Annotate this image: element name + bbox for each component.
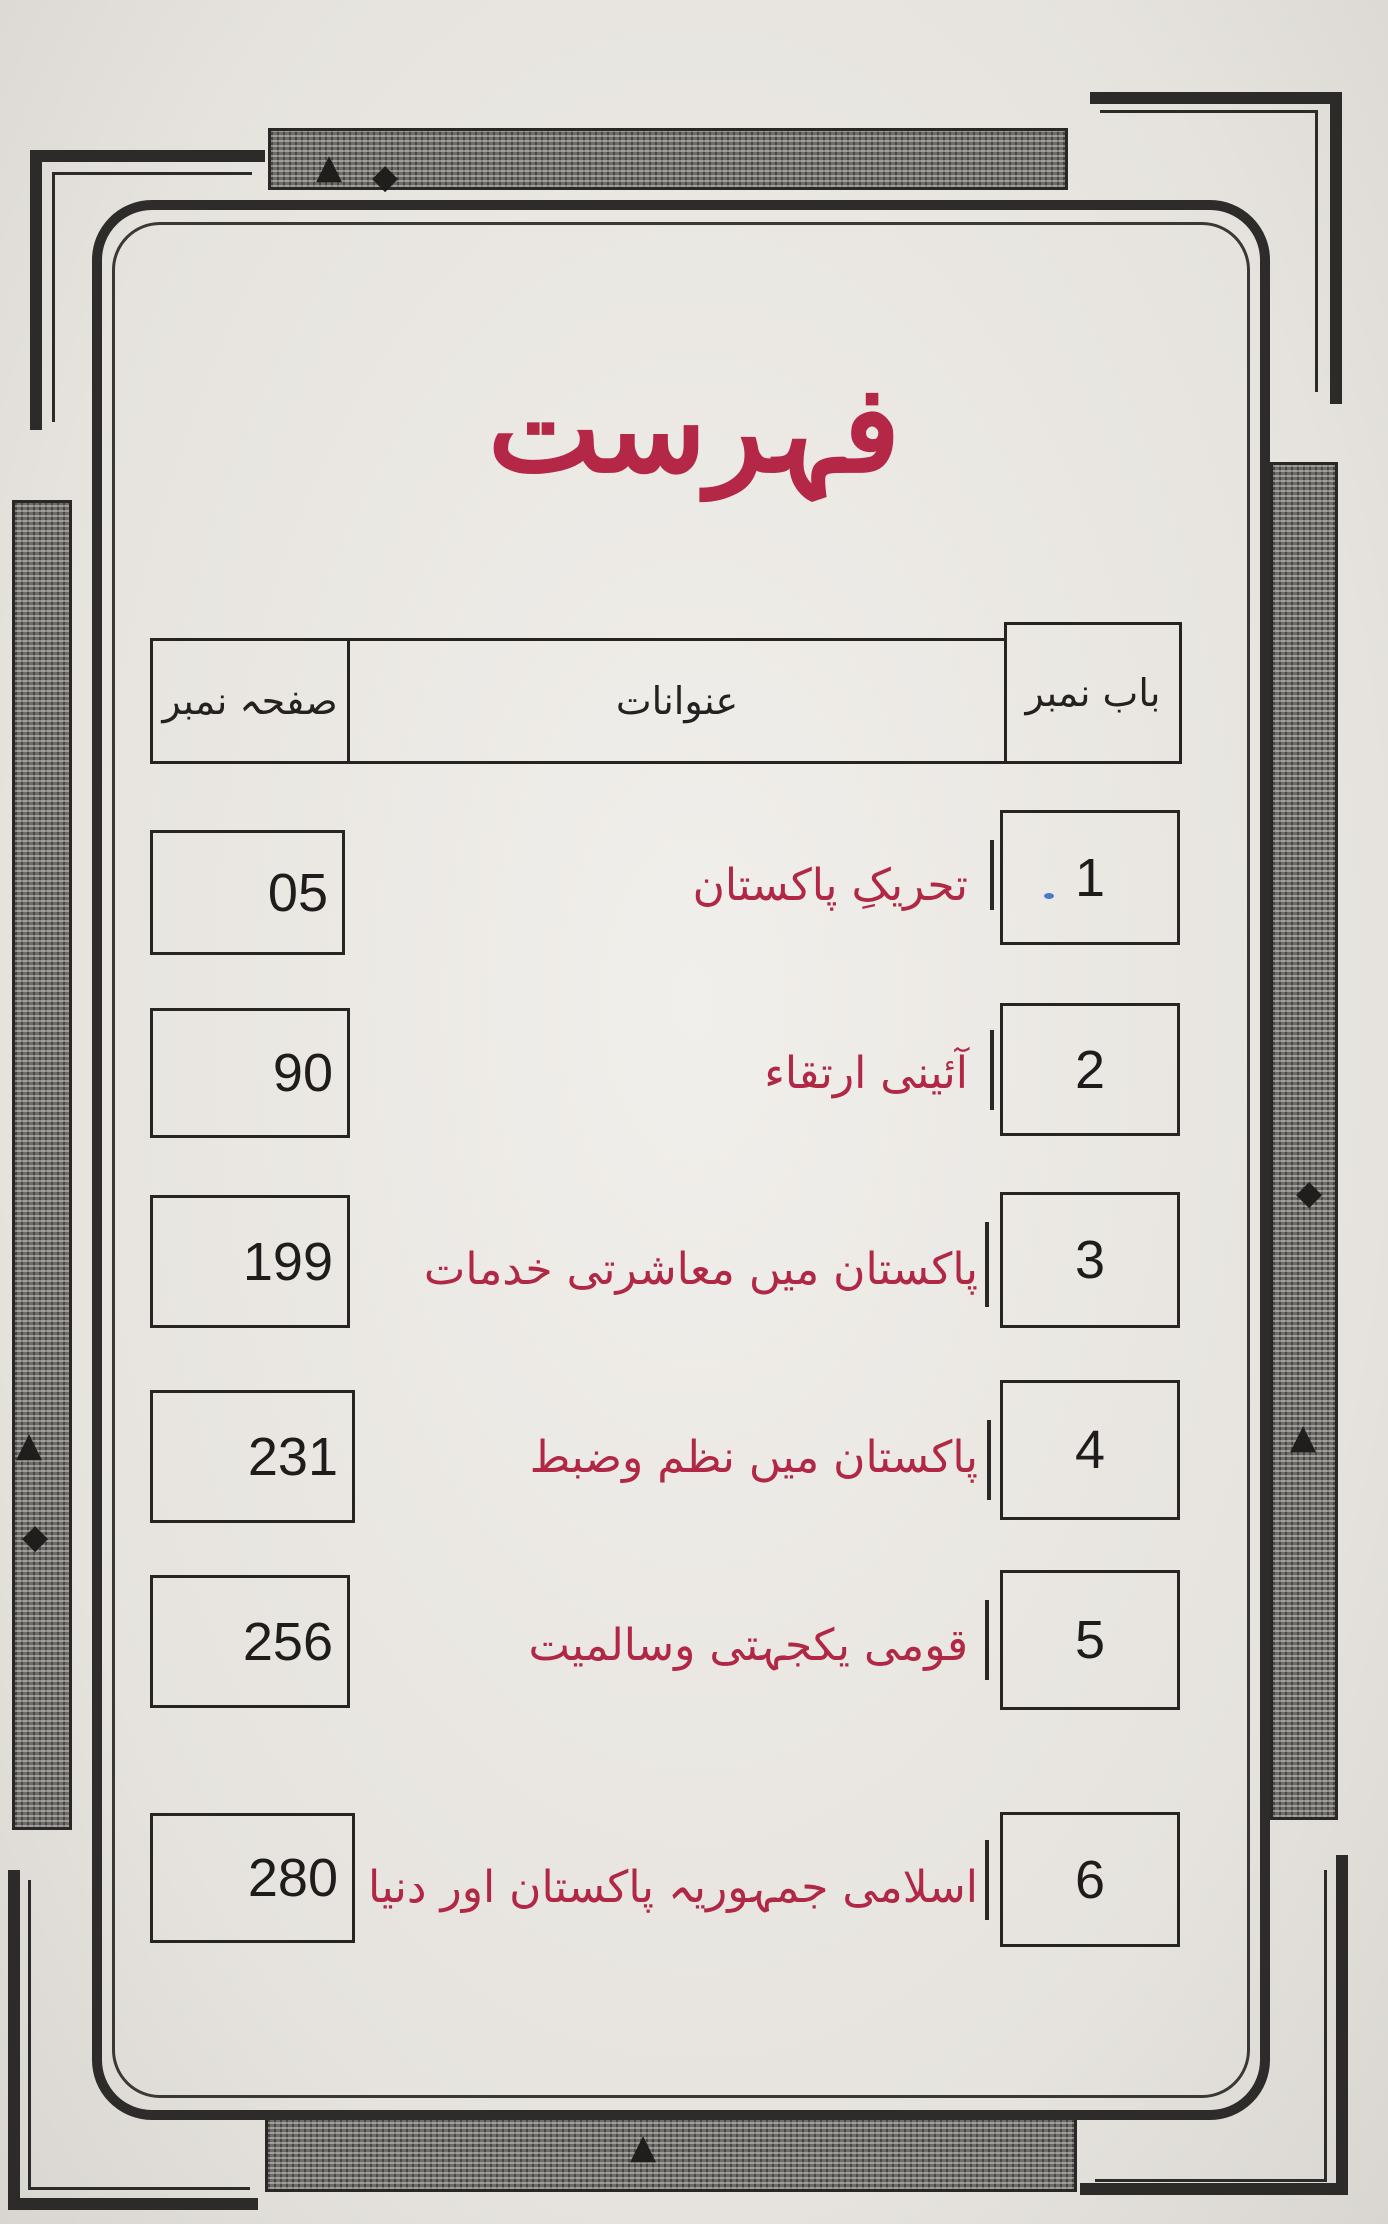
header-page-number (150, 638, 350, 764)
page-number-box (150, 1390, 355, 1523)
page-number: 231 (247, 1426, 338, 1487)
topic-title[interactable]: پاکستان میں نظم وضبط (529, 1432, 978, 1483)
chapter-number: 5 (1074, 1610, 1106, 1670)
chapter-number: 6 (1074, 1849, 1106, 1910)
row-divider (987, 1420, 991, 1500)
triangle-ornament-icon: ▲ (1290, 1417, 1317, 1457)
triangle-ornament-icon: ▲ (630, 2127, 657, 2167)
row-divider (990, 1030, 994, 1110)
row-divider (985, 1840, 989, 1920)
chapter-number-box (1000, 1380, 1180, 1520)
page-number-box (150, 1195, 350, 1328)
page-number: 05 (267, 862, 328, 923)
page-number-box (150, 1008, 350, 1138)
blue-ink-mark (1044, 893, 1054, 899)
header-page-number-label: صفحہ نمبر (162, 679, 338, 723)
chapter-number-box (1000, 1570, 1180, 1710)
page-number: 280 (247, 1848, 338, 1908)
right-border-band (1270, 462, 1338, 1820)
diamond-ornament-icon: ◆ (22, 1517, 49, 1557)
chapter-number: 2 (1074, 1039, 1106, 1100)
topic-title[interactable]: تحریکِ پاکستان (692, 860, 968, 911)
chapter-number: 3 (1074, 1230, 1106, 1290)
left-border-band (12, 500, 72, 1830)
row-divider (985, 1600, 989, 1680)
chapter-number-box (1000, 1003, 1180, 1136)
header-topics-label: عنوانات (615, 679, 739, 723)
chapter-number: 4 (1074, 1420, 1106, 1480)
diamond-ornament-icon: ◆ (372, 157, 399, 197)
bottom-border-band (265, 2110, 1077, 2192)
chapter-number-box (1000, 1812, 1180, 1947)
triangle-ornament-icon: ▲ (316, 147, 343, 187)
page-number: 199 (242, 1231, 333, 1292)
page-number-box (150, 1575, 350, 1708)
page-number: 90 (272, 1043, 333, 1103)
chapter-number-box (1000, 1192, 1180, 1328)
row-divider (985, 1222, 989, 1307)
triangle-ornament-icon: ▲ (16, 1425, 43, 1465)
chapter-number-box (1000, 810, 1180, 945)
page-title: فہرست (487, 359, 901, 500)
header-topics (347, 638, 1007, 764)
topic-title[interactable]: پاکستان میں معاشرتی خدمات (423, 1244, 978, 1295)
header-chapter-number (1004, 622, 1182, 764)
topic-title[interactable]: آئینی ارتقاء (764, 1048, 968, 1099)
row-divider (990, 840, 994, 910)
topic-title[interactable]: اسلامی جمہوریہ پاکستان اور دنیا (367, 1862, 978, 1913)
diamond-ornament-icon: ◆ (1296, 1173, 1323, 1213)
page-number: 256 (242, 1611, 333, 1672)
page-number-box (150, 1813, 355, 1943)
chapter-number: 1 (1074, 847, 1106, 908)
topic-title[interactable]: قومی یکجہتی وسالمیت (528, 1620, 968, 1671)
header-chapter-number-label: باب نمبر (1025, 671, 1161, 715)
page-number-box (150, 830, 345, 955)
